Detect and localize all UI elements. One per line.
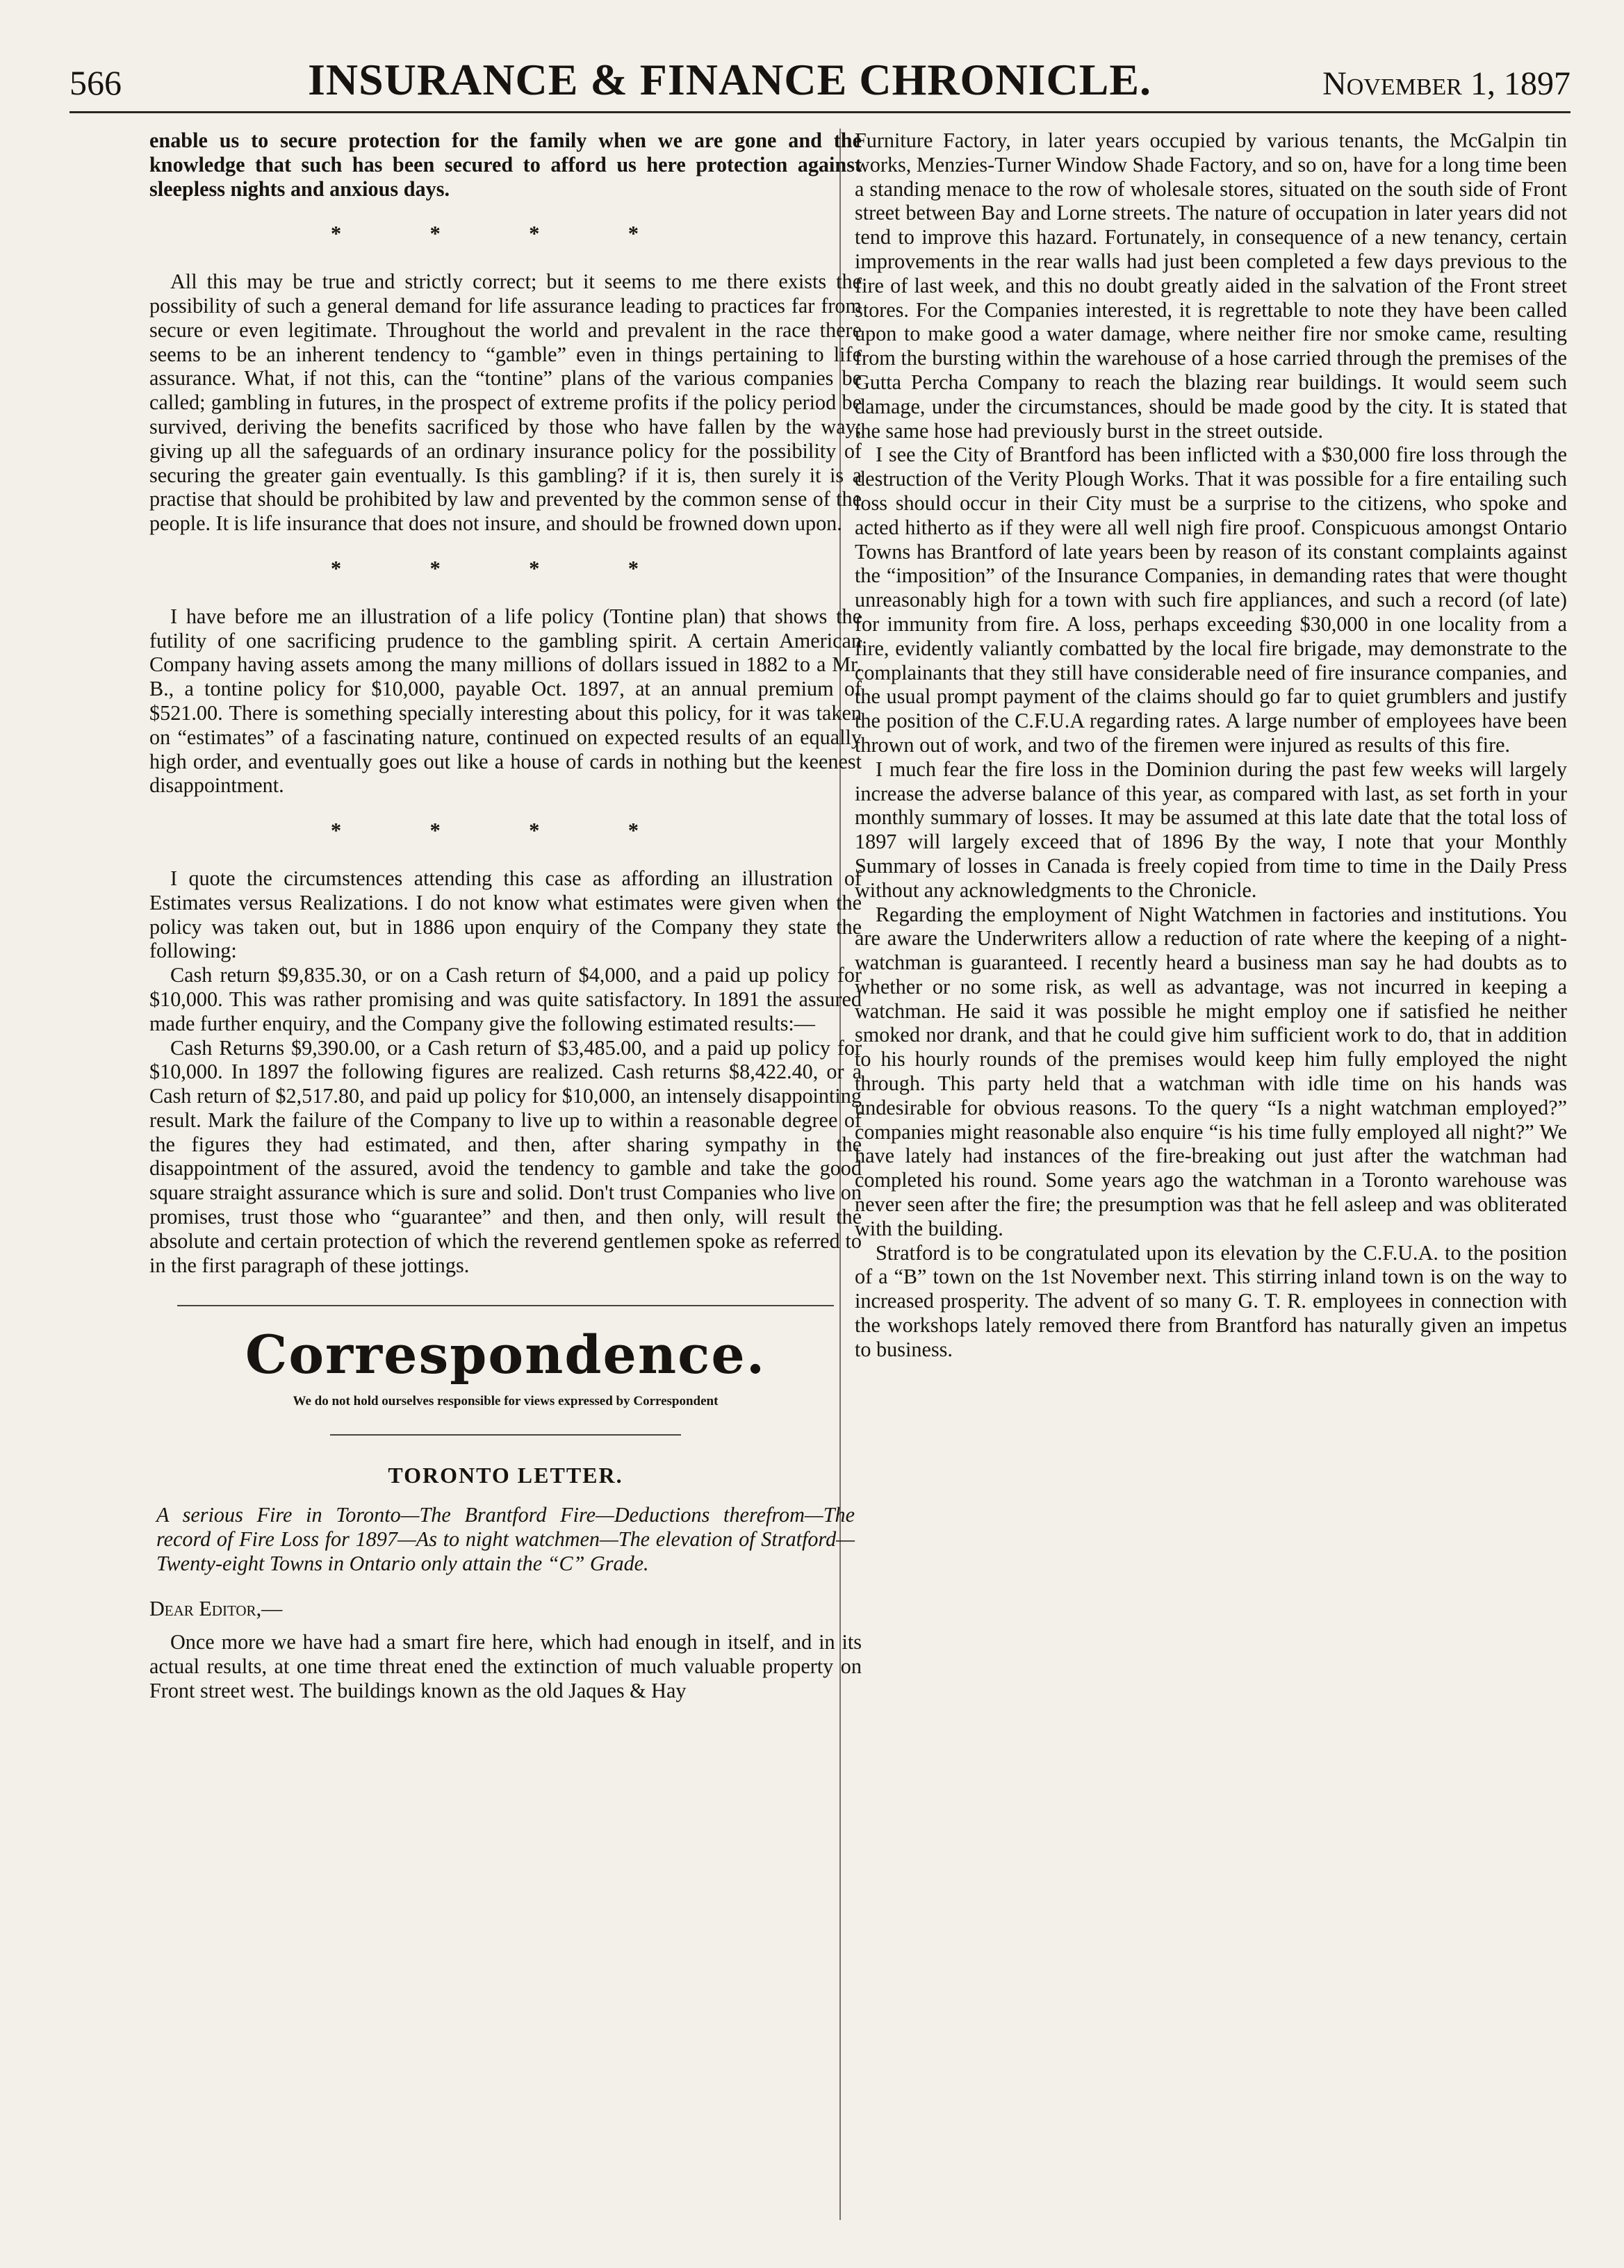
left-column	[149, 129, 862, 2227]
toronto-letter-subhead: A serious Fire in Toronto—The Brantford Fire—Deductions therefrom—The record of Fire Loss for 1897—As to night watchmen—The elevation of Stratford—Twenty-eight Towns in Ontario only attain the “C” Grade.	[156, 1503, 855, 1575]
paragraph-furniture-factory: Furniture Factory, in later years occupied by various tenants, the McGalpin tin works, Menzies-Turner Window Shade Factory, and so on, have for a long time been a standing menace to the row of wholesale stores, situated on the south side of Front street between Bay and Lorne streets. The nature of occupation in later years did not tend to improve this hazard. Fortunately, in consequence of a new tenancy, certain improvements in the rear walls had just been completed a few days previous to the fire of last week, and this no doubt greatly aided in the salvation of the Front street stores. For the Companies interested, it is regrettable to note they have been called upon to make good a water damage, where neither fire nor smoke came, resulting from the bursting within the warehouse of a hose carried through the premises of the Gutta Percha Company to reach the blazing rear buildings. It would seem such damage, under the circumstances, should be made good by the city. It is stated that the same hose had previously burst in the street outside.	[855, 129, 1567, 443]
section-separator-stars: * * * *	[330, 556, 680, 580]
right-column	[855, 129, 1567, 2227]
toronto-letter-title: TORONTO LETTER.	[388, 1463, 623, 1488]
paragraph-brantford-fire: I see the City of Brantford has been inflicted with a $30,000 fire loss through the destruction of the Verity Plough Works. That it was possible for a fire entailing such loss should occur in their City must be a surprise to the citizens, who spoke and acted hitherto as if they were all well nigh fire proof. Conspicuous amongst Ontario Towns has Brantford of late years been by reason of its constant complaints against the “imposition” of the Insurance Companies, in demanding rates that were thought unreasonably high for a town with such fire appliances, and such a record (of late) for immunity from fire. A loss, perhaps exceeding $30,000 in one locality from a fire, evidently valiantly combatted by the local fire brigade, may demonstrate to the complainants that they still have considerable need of fire insurance companies, and the usual prompt payment of the claims should go far to quiet grumblers and justify the position of the C.F.U.A regarding rates. A large number of employees have been thrown out of work, and two of the firemen were injured as results of this fire.	[855, 443, 1567, 757]
issue-date: November 1, 1897	[1322, 65, 1570, 102]
correspondence-heading: Correspondence.	[245, 1324, 766, 1386]
page-header	[69, 35, 1570, 113]
paragraph-cash-returns-1891: Cash Returns $9,390.00, or a Cash return of $3,485.00, and a paid up policy for $10,000. In 1897 the following figures are realized. Cash returns $8,422.40, or a Cash return of $2,517.80, and paid up policy for $10,000, an intensely disappointing result. Mark the failure of the Company to live up to within a reasonable degree of the figures they had estimated, and then, after sharing sympathy in the disappointment of the assured, avoid the tendency to gamble and take the good square straight assurance which is sure and solid. Don't trust Companies who live on promises, trust those who “guarantee” and then, and then only, will result the absolute and certain protection of which the reverend gentlemen spoke as referred to in the first paragraph of these jottings.	[149, 1035, 862, 1277]
paragraph-gambling: All this may be true and strictly correct; but it seems to me there exists the possibility of such a general demand for life assurance leading to practices far from secure or even legitimate. Throughout the world and prevalent in the race there seems to be an inherent tendency to “gamble” even in things pertaining to life assurance. What, if not this, can the “tontine” plans of the various companies be called; gambling in futures, in the prospect of extreme profits if the policy period be survived, deriving the benefits sacrificed by those who have fallen by the way; giving up all the safeguards of an ordinary insurance policy for the possibility of securing the greater gain eventually. Is this gambling? if it is, then surely it is a practise that should be prohibited by law and prevented by the common sense of the people. It is life insurance that does not insure, and should be frowned down upon.	[149, 270, 862, 536]
section-separator-stars: * * * *	[330, 819, 680, 843]
paragraph-dominion-fire-loss: I much fear the fire loss in the Dominion during the past few weeks will largely increase the adverse balance of this year, as compared with last, as set forth in your monthly summary of losses. It may be assumed at this late date that the total loss of 1897 will largely exceed that of 1896 By the way, I note that your Monthly Summary of losses in Canada is freely copied from time to time in the Daily Press without any acknowledgments to the Chronicle.	[855, 757, 1567, 902]
page-number: 566	[69, 63, 122, 102]
paragraph-tontine-policy: I have before me an illustration of a life policy (Tontine plan) that shows the futility of one sacrificing prudence to the gambling spirit. A certain American Company having assets among the many millions of dollars issued in 1882 to a Mr. B., a tontine policy for $10,000, payable Oct. 1897, at an annual premium of $521.00. There is something specially interesting about this policy, for it was taken on “estimates” of a fascinating nature, continued on expected results of an equally high order, and eventually goes out like a house of cards in nothing but the keenest disappointment.	[149, 604, 862, 798]
correspondence-disclaimer: We do not hold ourselves responsible for views expressed by Correspondent	[293, 1394, 719, 1409]
paragraph-continuation: enable us to secure protection for the family when we are gone and the knowledge that such has been secured to afford us here protection against sleepless nights and anxious days.	[149, 129, 862, 201]
section-rule	[177, 1305, 834, 1306]
paragraph-front-street-fire: Once more we have had a smart fire here, which had enough in itself, and in its actual results, at one time threat ened the extinction of much valuable property on Front street west. The buildings known as the old Jaques & Hay	[149, 1630, 862, 1703]
paragraph-night-watchmen: Regarding the employment of Night Watchmen in factories and institutions. You are aware the Underwriters allow a reduction of rate where the keeping of a night-watchman is guaranteed. I recently heard a business man say he had doubts as to whether or no some risk, as well as advantage, was not incurred in keeping a watchman. He said it was possible he might employ one if satisfied he neither smoked nor drank, and that he could give him sufficient work to do, that in addition to his hourly rounds of the premises would keep him fully employed the night through. This party held that a watchman with idle time on his hands was undesirable for obvious reasons. To the query “Is a night watchman employed?” companies might reasonable also enquire “is his time fully employed all night?” We have lately had instances of the fire-breaking out just after the watchman had completed his round. Some years ago the watchman in a Toronto warehouse was never seen after the fire; the presumption was that he fell asleep and was obliterated with the building.	[855, 902, 1567, 1240]
paragraph-cash-return-1886: Cash return $9,835.30, or on a Cash return of $4,000, and a paid up policy for $10,000. This was rather promising and was quite satisfactory. In 1891 the assured made further enquiry, and the Company give the following estimated results:—	[149, 963, 862, 1035]
paragraph-estimates: I quote the circumstences attending this case as affording an illustration of Estimates versus Realizations. I do not know what estimates were given when the policy was taken out, but in 1886 upon enquiry of the Company they state the following:	[149, 866, 862, 963]
publication-title: INSURANCE & FINANCE CHRONICLE.	[307, 55, 1152, 104]
letter-salutation: Dear Editor,—	[149, 1596, 283, 1620]
paragraph-stratford: Stratford is to be congratulated upon its elevation by the C.F.U.A. to the position of a “B” town on the 1st November next. This stirring inland town is on the way to increased prosperity. The advent of so many G. T. R. employees in connection with the workshops lately removed there from Brantford has naturally given an impetus to business.	[855, 1240, 1567, 1361]
section-separator-stars: * * * *	[330, 222, 680, 246]
section-rule-short	[330, 1434, 681, 1436]
